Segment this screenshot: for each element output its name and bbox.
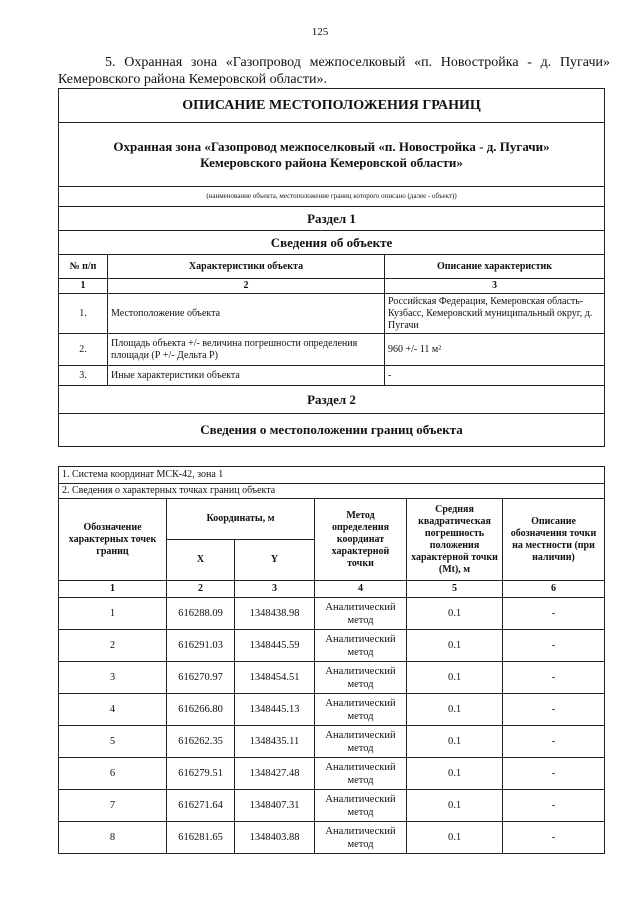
point-method: Аналитический метод	[315, 726, 407, 758]
point-id: 3	[59, 662, 167, 694]
object-caption: (наименование объекта, местоположение границ которого описано (далее - объект))	[59, 187, 605, 207]
row-description: -	[385, 366, 605, 386]
section2-subtitle: Сведения о местоположении границ объекта	[59, 414, 605, 447]
point-error: 0.1	[407, 662, 503, 694]
point-id: 1	[59, 598, 167, 630]
intro-paragraph	[58, 54, 610, 88]
point-id: 2	[59, 630, 167, 662]
index-cell: 3	[235, 581, 315, 598]
table-row	[59, 630, 605, 662]
point-x: 616291.03	[167, 630, 235, 662]
object-name	[59, 123, 605, 187]
col-header-num: № п/п	[59, 255, 108, 279]
table-row	[59, 726, 605, 758]
point-method: Аналитический метод	[315, 662, 407, 694]
point-marking: -	[503, 598, 605, 630]
point-error: 0.1	[407, 822, 503, 854]
point-method: Аналитический метод	[315, 598, 407, 630]
header-x: X	[167, 540, 235, 581]
section2-title: Раздел 2	[59, 386, 605, 414]
point-method: Аналитический метод	[315, 694, 407, 726]
point-error: 0.1	[407, 630, 503, 662]
table-row	[59, 598, 605, 630]
point-x: 616266.80	[167, 694, 235, 726]
page-number: 125	[311, 26, 329, 38]
header-coordinates: Координаты, м	[167, 499, 315, 540]
document-title: ОПИСАНИЕ МЕСТОПОЛОЖЕНИЯ ГРАНИЦ	[59, 89, 605, 123]
header-error: Средняя квадратическая погрешность положения характерной точки (Mt), м	[407, 499, 503, 581]
point-x: 616270.97	[167, 662, 235, 694]
table-row	[59, 366, 605, 386]
index-cell: 1	[59, 581, 167, 598]
point-id: 8	[59, 822, 167, 854]
point-x: 616281.65	[167, 822, 235, 854]
table-row	[59, 758, 605, 790]
point-marking: -	[503, 662, 605, 694]
points-caption: 2. Сведения о характерных точках границ объекта	[59, 484, 605, 499]
point-y: 1348403.88	[235, 822, 315, 854]
header-method: Метод определения координат характерной точки	[315, 499, 407, 581]
point-marking: -	[503, 758, 605, 790]
point-y: 1348427.48	[235, 758, 315, 790]
point-x: 616271.64	[167, 790, 235, 822]
index-cell: 4	[315, 581, 407, 598]
index-cell: 5	[407, 581, 503, 598]
table-row	[59, 662, 605, 694]
section1-table	[58, 88, 605, 447]
point-id: 7	[59, 790, 167, 822]
row-characteristic: Иные характеристики объекта	[108, 366, 385, 386]
table-row	[59, 334, 605, 366]
table-row	[59, 694, 605, 726]
points-table	[58, 466, 605, 854]
point-marking: -	[503, 630, 605, 662]
point-id: 4	[59, 694, 167, 726]
point-id: 6	[59, 758, 167, 790]
row-num: 3.	[59, 366, 108, 386]
table-row	[59, 790, 605, 822]
col-header-description: Описание характеристик	[385, 255, 605, 279]
point-error: 0.1	[407, 726, 503, 758]
point-method: Аналитический метод	[315, 790, 407, 822]
row-description: Российская Федерация, Кемеровская область-Кузбасс, Кемеровский муниципальный округ, д. Пугачи	[385, 294, 605, 334]
intro-line-1: 5. Охранная зона «Газопровод межпоселковый «п. Новостройка - д. Пугачи»	[105, 55, 610, 70]
row-num: 1.	[59, 294, 108, 334]
row-num: 2.	[59, 334, 108, 366]
point-method: Аналитический метод	[315, 630, 407, 662]
index-cell: 2	[108, 279, 385, 294]
header-designation: Обозначение характерных точек границ	[59, 499, 167, 581]
object-name-line-2: Кемеровского района Кемеровской области»	[200, 154, 463, 170]
header-y: Y	[235, 540, 315, 581]
point-y: 1348407.31	[235, 790, 315, 822]
section1-subtitle: Сведения об объекте	[59, 231, 605, 255]
row-description: 960 +/- 11 м²	[385, 334, 605, 366]
point-id: 5	[59, 726, 167, 758]
intro-line-2: Кемеровского района Кемеровской области».	[58, 72, 327, 87]
coordinate-system: 1. Система координат МСК-42, зона 1	[59, 467, 605, 484]
point-method: Аналитический метод	[315, 758, 407, 790]
point-marking: -	[503, 822, 605, 854]
point-error: 0.1	[407, 790, 503, 822]
point-marking: -	[503, 790, 605, 822]
index-cell: 1	[59, 279, 108, 294]
point-x: 616288.09	[167, 598, 235, 630]
object-name-line-1: Охранная зона «Газопровод межпоселковый «п. Новостройка - д. Пугачи»	[113, 138, 550, 154]
row-characteristic: Площадь объекта +/- величина погрешности определения площади (Р +/- Дельта Р)	[108, 334, 385, 366]
point-y: 1348454.51	[235, 662, 315, 694]
point-error: 0.1	[407, 758, 503, 790]
point-y: 1348445.13	[235, 694, 315, 726]
section1-title: Раздел 1	[59, 207, 605, 231]
point-marking: -	[503, 694, 605, 726]
point-x: 616279.51	[167, 758, 235, 790]
index-cell: 2	[167, 581, 235, 598]
row-characteristic: Местоположение объекта	[108, 294, 385, 334]
point-method: Аналитический метод	[315, 822, 407, 854]
table-row	[59, 822, 605, 854]
point-y: 1348435.11	[235, 726, 315, 758]
point-marking: -	[503, 726, 605, 758]
point-error: 0.1	[407, 598, 503, 630]
table-row	[59, 294, 605, 334]
index-cell: 6	[503, 581, 605, 598]
col-header-characteristic: Характеристики объекта	[108, 255, 385, 279]
header-marking: Описание обозначения точки на местности (при наличии)	[503, 499, 605, 581]
index-cell: 3	[385, 279, 605, 294]
point-y: 1348438.98	[235, 598, 315, 630]
point-error: 0.1	[407, 694, 503, 726]
point-y: 1348445.59	[235, 630, 315, 662]
point-x: 616262.35	[167, 726, 235, 758]
